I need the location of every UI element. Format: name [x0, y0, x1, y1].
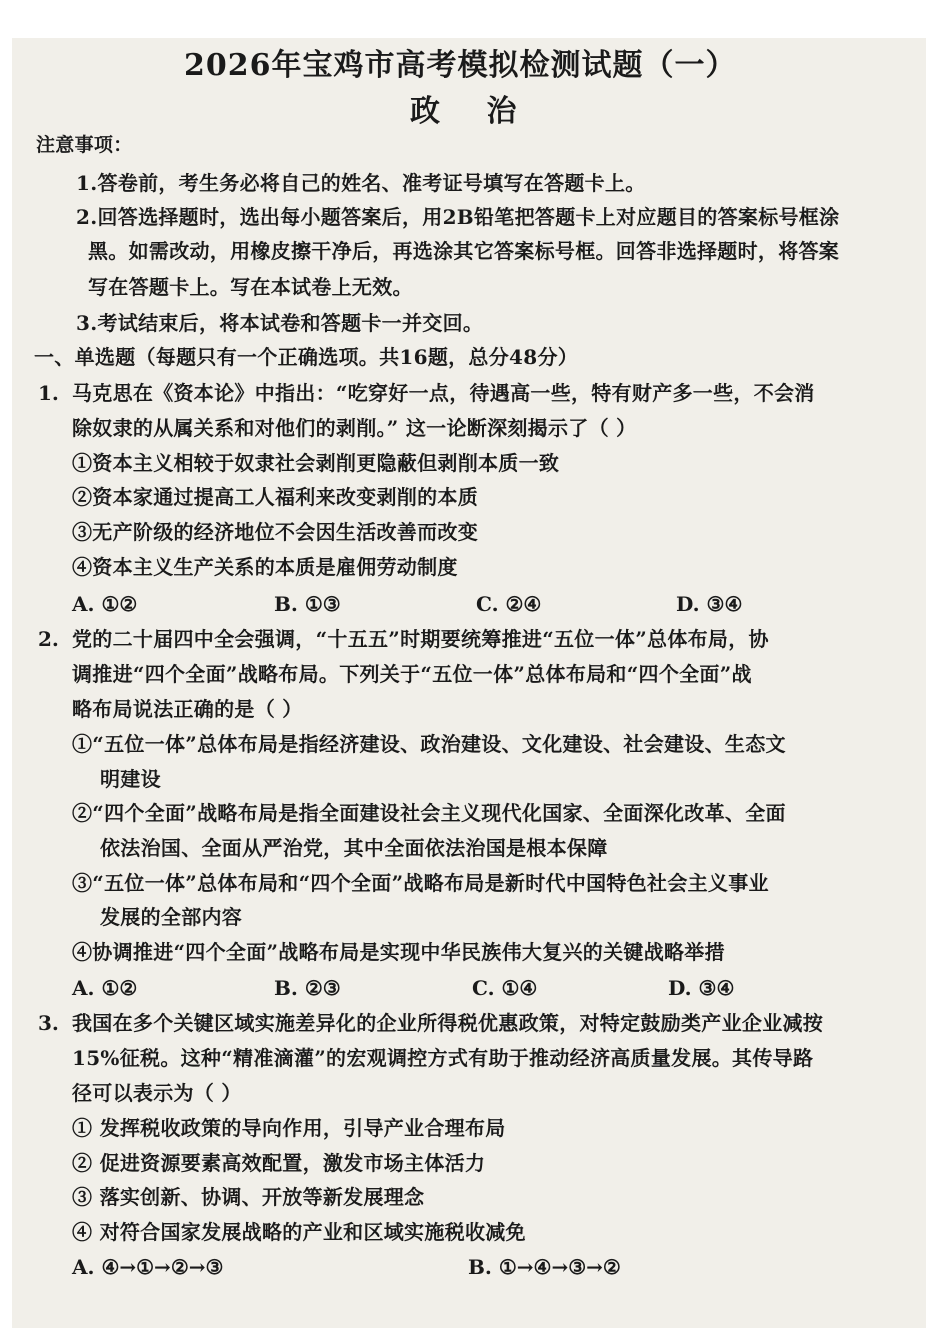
notice-item: 写在答题卡上。写在本试卷上无效。 — [88, 275, 413, 299]
exam-page — [12, 38, 926, 1328]
statement: ④协调推进“四个全面”战略布局是实现中华民族伟大复兴的关键战略举措 — [72, 940, 725, 964]
answer-option-d: D. ③④ — [676, 592, 743, 616]
statement: ①“五位一体”总体布局是指经济建设、政治建设、文化建设、社会建设、生态文 — [72, 732, 786, 756]
statement: 依法治国、全面从严治党，其中全面依法治国是根本保障 — [100, 836, 608, 860]
question-stem: 15%征税。这种“精准滴灌”的宏观调控方式有助于推动经济高质量发展。其传导路 — [72, 1046, 814, 1070]
question-stem: 径可以表示为（ ） — [72, 1081, 242, 1105]
answer-option-b: B. ②③ — [274, 976, 341, 1000]
notice-item: 3.考试结束后，将本试卷和答题卡一并交回。 — [76, 311, 484, 335]
statement: 发展的全部内容 — [100, 905, 243, 929]
answer-option-a: A. ①② — [72, 976, 138, 1000]
answer-option-c: C. ②④ — [476, 592, 542, 616]
statement: ③无产阶级的经济地位不会因生活改善而改变 — [72, 520, 478, 544]
question-stem: 党的二十届四中全会强调，“十五五”时期要统筹推进“五位一体”总体布局，协 — [72, 627, 769, 651]
statement: ③ 落实创新、协调、开放等新发展理念 — [72, 1185, 425, 1209]
statement: ②“四个全面”战略布局是指全面建设社会主义现代化国家、全面深化改革、全面 — [72, 801, 786, 825]
answer-option-a: A. ④→①→②→③ — [72, 1255, 224, 1279]
question-stem: 我国在多个关键区域实施差异化的企业所得税优惠政策，对特定鼓励类产业企业减按 — [72, 1011, 824, 1035]
statement: ① 发挥税收政策的导向作用，引导产业合理布局 — [72, 1116, 506, 1140]
answer-option-b: B. ①→④→③→② — [468, 1255, 621, 1279]
statement: ①资本主义相较于奴隶社会剥削更隐蔽但剥削本质一致 — [72, 451, 560, 475]
question-stem: 略布局说法正确的是（ ） — [72, 697, 303, 721]
notice-item: 1.答卷前，考生务必将自己的姓名、准考证号填写在答题卡上。 — [76, 171, 646, 195]
statement: ②资本家通过提高工人福利来改变剥削的本质 — [72, 485, 478, 509]
statement: ③“五位一体”总体布局和“四个全面”战略布局是新时代中国特色社会主义事业 — [72, 871, 769, 895]
question-number: 3. — [38, 1011, 59, 1035]
answer-option-c: C. ①④ — [472, 976, 538, 1000]
statement: ④资本主义生产关系的本质是雇佣劳动制度 — [72, 555, 458, 579]
statement: ④ 对符合国家发展战略的产业和区域实施税收减免 — [72, 1220, 526, 1244]
section-heading: 一、单选题（每题只有一个正确选项。共16题，总分48分） — [34, 345, 579, 369]
question-number: 2. — [38, 627, 59, 651]
notice-item: 黑。如需改动，用橡皮擦干净后，再选涂其它答案标号框。回答非选择题时，将答案 — [88, 239, 840, 263]
statement: 明建设 — [100, 767, 161, 791]
answer-option-a: A. ①② — [72, 592, 138, 616]
question-stem: 除奴隶的从属关系和对他们的剥削。” 这一论断深刻揭示了（ ） — [72, 416, 637, 440]
exam-title: 2026年宝鸡市高考模拟检测试题（一） — [184, 48, 737, 83]
question-stem: 调推进“四个全面”战略布局。下列关于“五位一体”总体布局和“四个全面”战 — [72, 662, 752, 686]
notice-item: 2.回答选择题时，选出每小题答案后，用2B铅笔把答题卡上对应题目的答案标号框涂 — [76, 205, 840, 229]
statement: ② 促进资源要素高效配置，激发市场主体活力 — [72, 1151, 486, 1175]
question-stem: 马克思在《资本论》中指出：“吃穿好一点，待遇高一些，特有财产多一些，不会消 — [72, 381, 815, 405]
question-number: 1. — [38, 381, 59, 405]
notice-label: 注意事项： — [36, 134, 133, 156]
subject-title: 政 治 — [410, 94, 535, 129]
answer-option-b: B. ①③ — [274, 592, 341, 616]
answer-option-d: D. ③④ — [668, 976, 735, 1000]
